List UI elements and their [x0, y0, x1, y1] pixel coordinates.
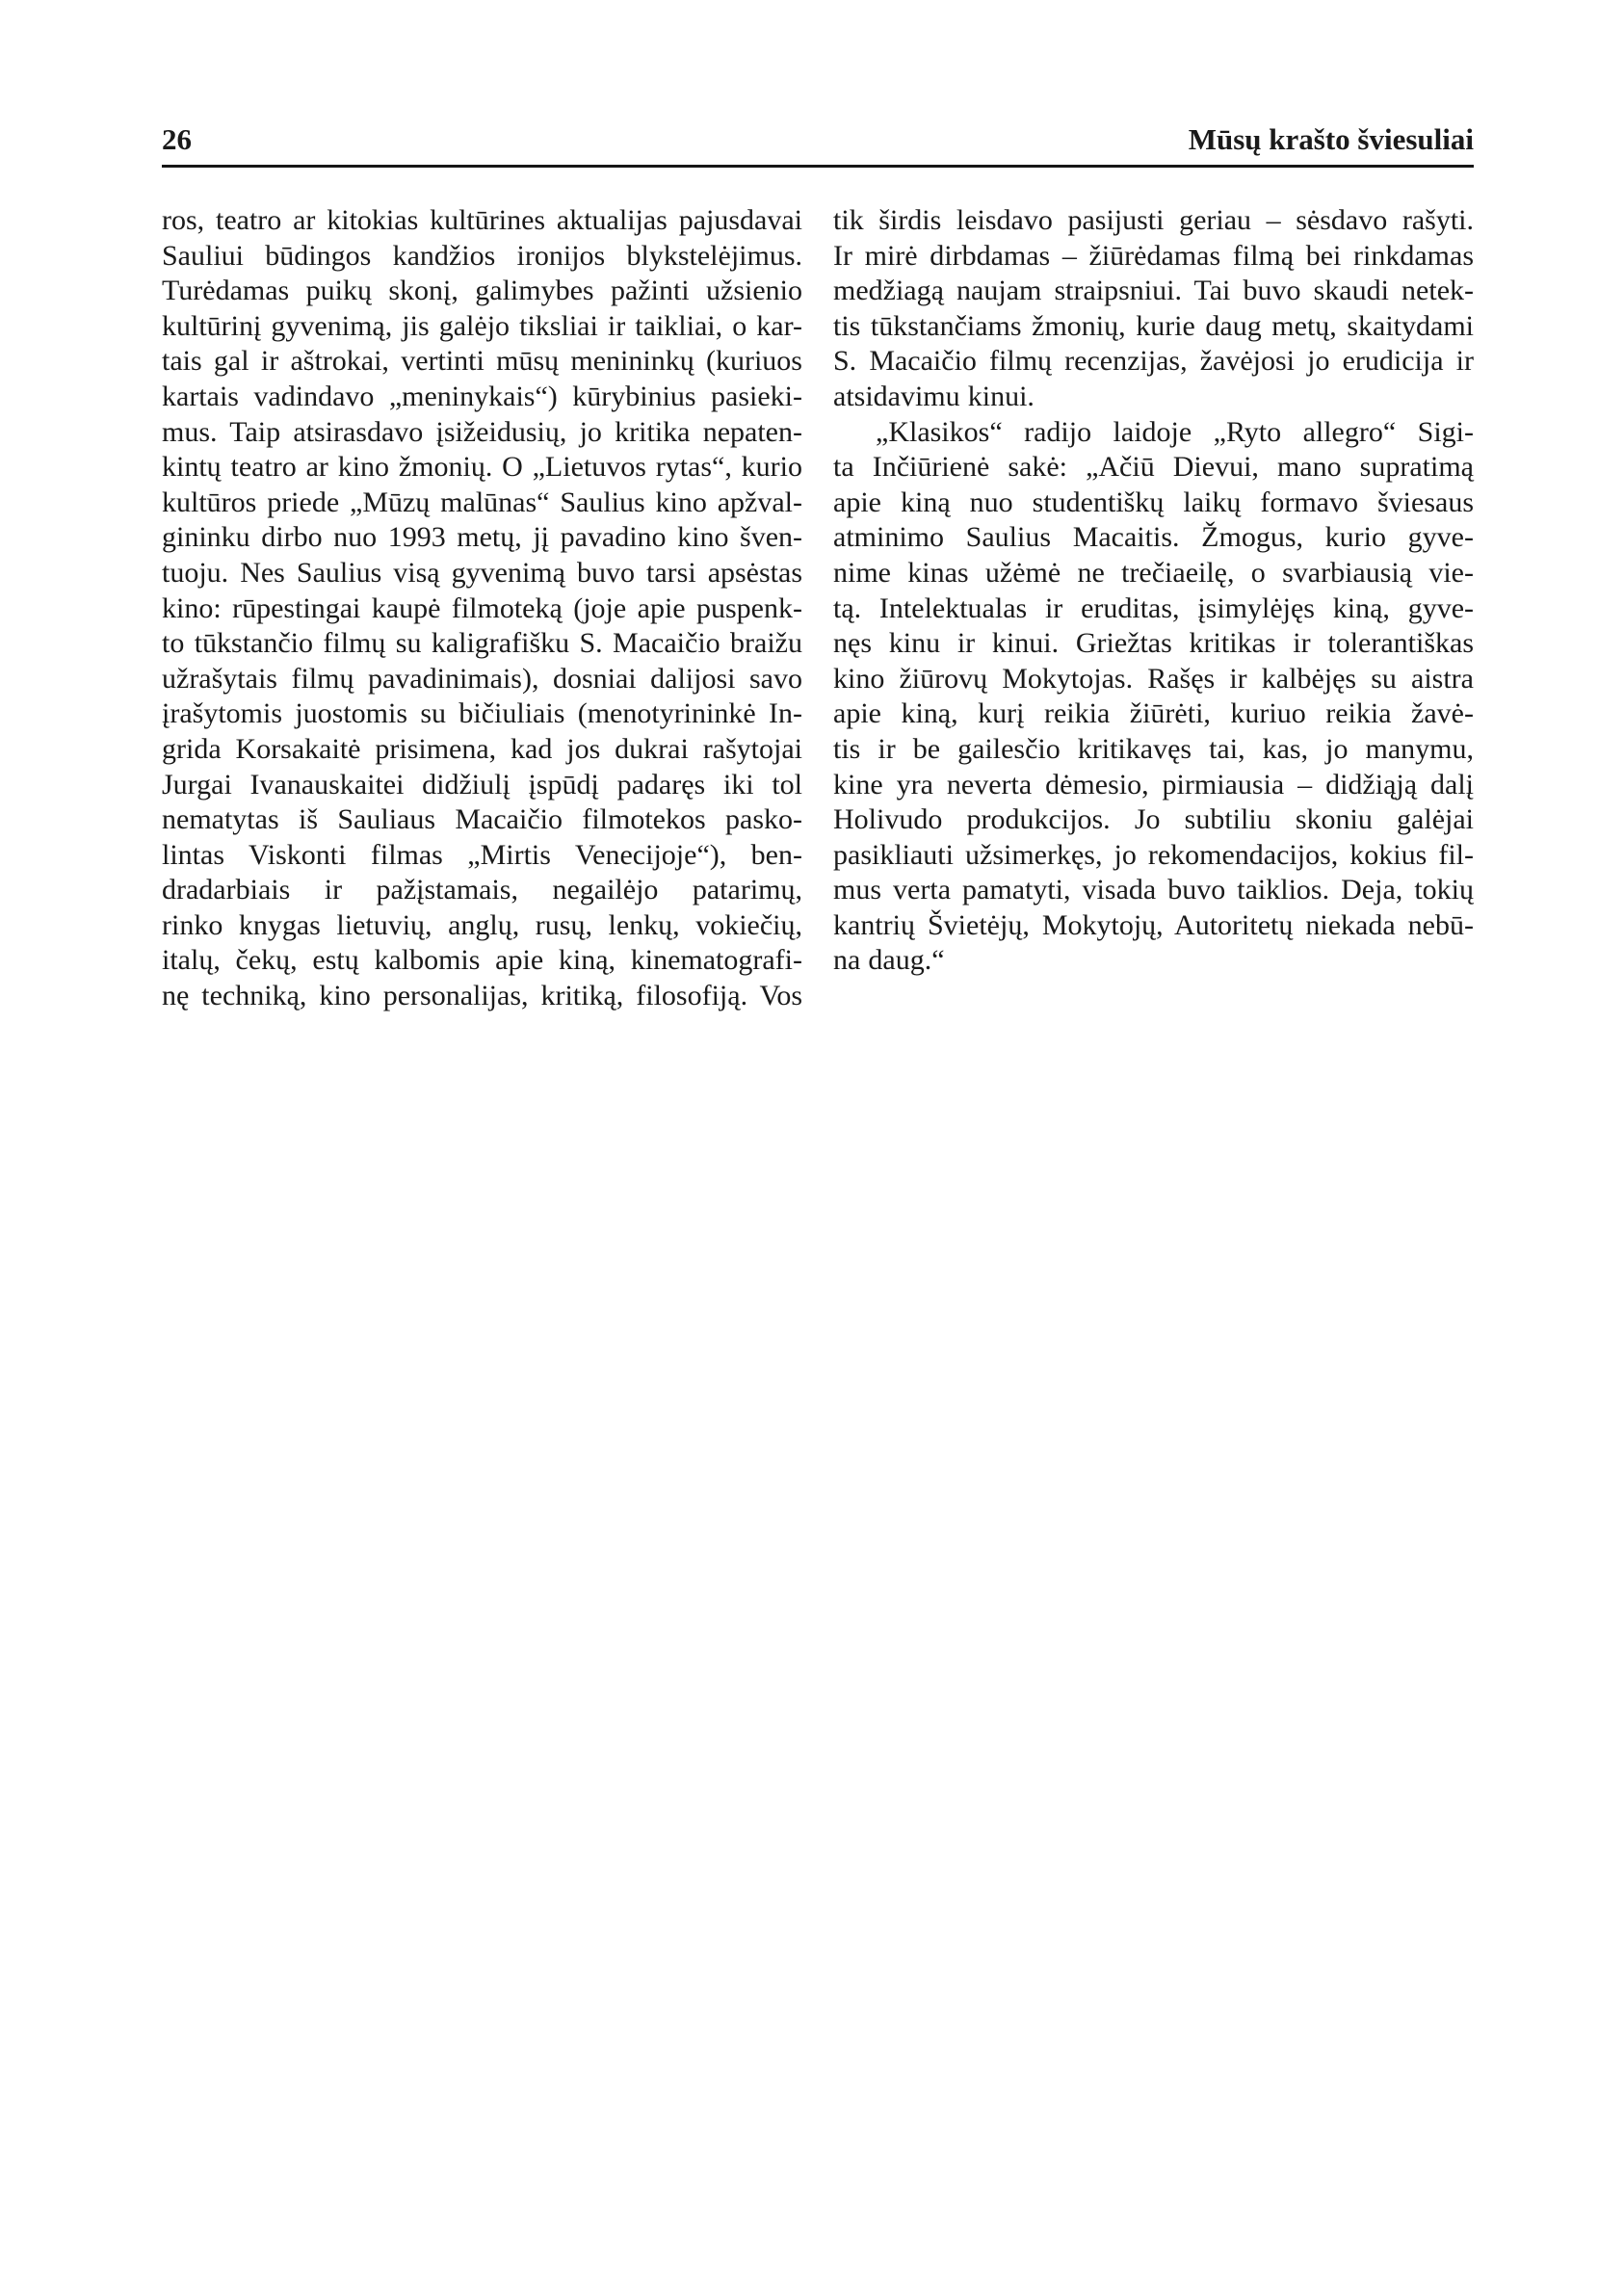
text-line: kultūrinį gyvenimą, jis galėjo tiksliai ir taikliai, o kar- [162, 309, 802, 342]
text-line: Ir mirė dirbdamas – žiūrėdamas filmą bei rinkdamas [833, 239, 1474, 272]
text-line: grida Korsakaitė prisimena, kad jos dukrai rašytojai [162, 732, 802, 765]
text-line: S. Macaičio filmų recenzijas, žavėjosi jo erudicija ir [833, 345, 1474, 378]
text-line: lintas Viskonti filmas „Mirtis Venecijoje“), ben- [162, 838, 802, 871]
left-column [162, 203, 802, 1014]
text-line: kine yra neverta dėmesio, pirmiausia – didžiąją dalį [833, 768, 1474, 801]
text-line: rinko knygas lietuvių, anglų, rusų, lenkų, vokiečių, [162, 908, 802, 941]
text-line: tis tūkstančiams žmonių, kurie daug metų, skaitydami [833, 309, 1474, 342]
text-line: kultūros priede „Mūzų malūnas“ Saulius kino apžval- [162, 486, 802, 518]
text-line: tais gal ir aštrokai, vertinti mūsų menininkų (kuriuos [162, 345, 802, 378]
text-line: atsidavimu kinui. [833, 380, 1035, 412]
text-line: kino žiūrovų Mokytojas. Rašęs ir kalbėjęs su aistra [833, 662, 1474, 695]
page-number: 26 [162, 122, 192, 156]
text-line: Jurgai Ivanauskaitei didžiulį įspūdį padaręs iki tol [162, 768, 802, 801]
text-line: medžiagą naujam straipsniui. Tai buvo skaudi netek- [833, 275, 1474, 307]
text-line: kartais vadindavo „meninykais“) kūrybinius pasieki- [162, 380, 802, 412]
text-line: mus. Taip atsirasdavo įsižeidusių, jo kritika nepaten- [162, 415, 802, 448]
page-header [162, 123, 1474, 156]
header-divider [162, 165, 1474, 168]
text-body [162, 203, 1474, 1014]
text-line: tik širdis leisdavo pasijusti geriau – sėsdavo rašyti. [833, 204, 1474, 236]
text-line: italų, čekų, estų kalbomis apie kiną, kinematografi- [162, 944, 802, 977]
text-line: mus verta pamatyti, visada buvo taiklios. Deja, tokių [833, 874, 1474, 906]
text-line: ta Inčiūrienė sakė: „Ačiū Dievui, mano supratimą [833, 451, 1474, 484]
text-line: kino: rūpestingai kaupė filmoteką (joje apie puspenk- [162, 591, 802, 624]
text-line: Sauliui būdingos kandžios ironijos blykstelėjimus. [162, 239, 802, 272]
text-line: tą. Intelektualas ir eruditas, įsimylėjęs kiną, gyve- [833, 591, 1474, 624]
text-line: užrašytais filmų pavadinimais), dosniai dalijosi savo [162, 662, 802, 695]
text-line: pasikliauti užsimerkęs, jo rekomendacijos, kokius fil- [833, 838, 1474, 871]
text-line: „Klasikos“ radijo laidoje „Ryto allegro“ Sigi- [876, 415, 1474, 448]
text-line: atminimo Saulius Macaitis. Žmogus, kurio gyve- [833, 521, 1474, 554]
text-line: nę techniką, kino personalijas, kritiką, filosofiją. Vos [162, 980, 802, 1012]
text-line: nime kinas užėmė ne trečiaeilę, o svarbiausią vie- [833, 556, 1474, 589]
text-line: Turėdamas puikų skonį, galimybes pažinti užsienio [162, 275, 802, 307]
text-line: nęs kinu ir kinui. Griežtas kritikas ir tolerantiškas [833, 627, 1474, 660]
text-line: Holivudo produkcijos. Jo subtiliu skoniu galėjai [833, 803, 1474, 836]
text-line: tuoju. Nes Saulius visą gyvenimą buvo tarsi apsėstas [162, 556, 802, 589]
text-line: kintų teatro ar kino žmonių. O „Lietuvos rytas“, kurio [162, 451, 802, 484]
text-line: nematytas iš Sauliaus Macaičio filmotekos pasko- [162, 803, 802, 836]
text-line: kantrių Švietėjų, Mokytojų, Autoritetų niekada nebū- [833, 908, 1474, 941]
right-column [833, 203, 1474, 1014]
document-page [162, 123, 1474, 1014]
text-line: įrašytomis juostomis su bičiuliais (menotyrininkė In- [162, 697, 802, 730]
running-head-title: Mūsų krašto šviesuliai [1188, 122, 1474, 156]
text-line: gininku dirbo nuo 1993 metų, jį pavadino kino šven- [162, 521, 802, 554]
text-line: na daug.“ [833, 944, 945, 977]
text-line: ros, teatro ar kitokias kultūrines aktualijas pajusdavai [162, 204, 802, 236]
text-line: tis ir be gailesčio kritikavęs tai, kas, jo manymu, [833, 732, 1474, 765]
text-line: apie kiną, kurį reikia žiūrėti, kuriuo reikia žavė- [833, 697, 1474, 730]
text-line: apie kiną nuo studentiškų laikų formavo šviesaus [833, 486, 1474, 518]
text-line: dradarbiais ir pažįstamais, negailėjo patarimų, [162, 874, 802, 906]
text-line: to tūkstančio filmų su kaligrafišku S. Macaičio braižu [162, 627, 802, 660]
